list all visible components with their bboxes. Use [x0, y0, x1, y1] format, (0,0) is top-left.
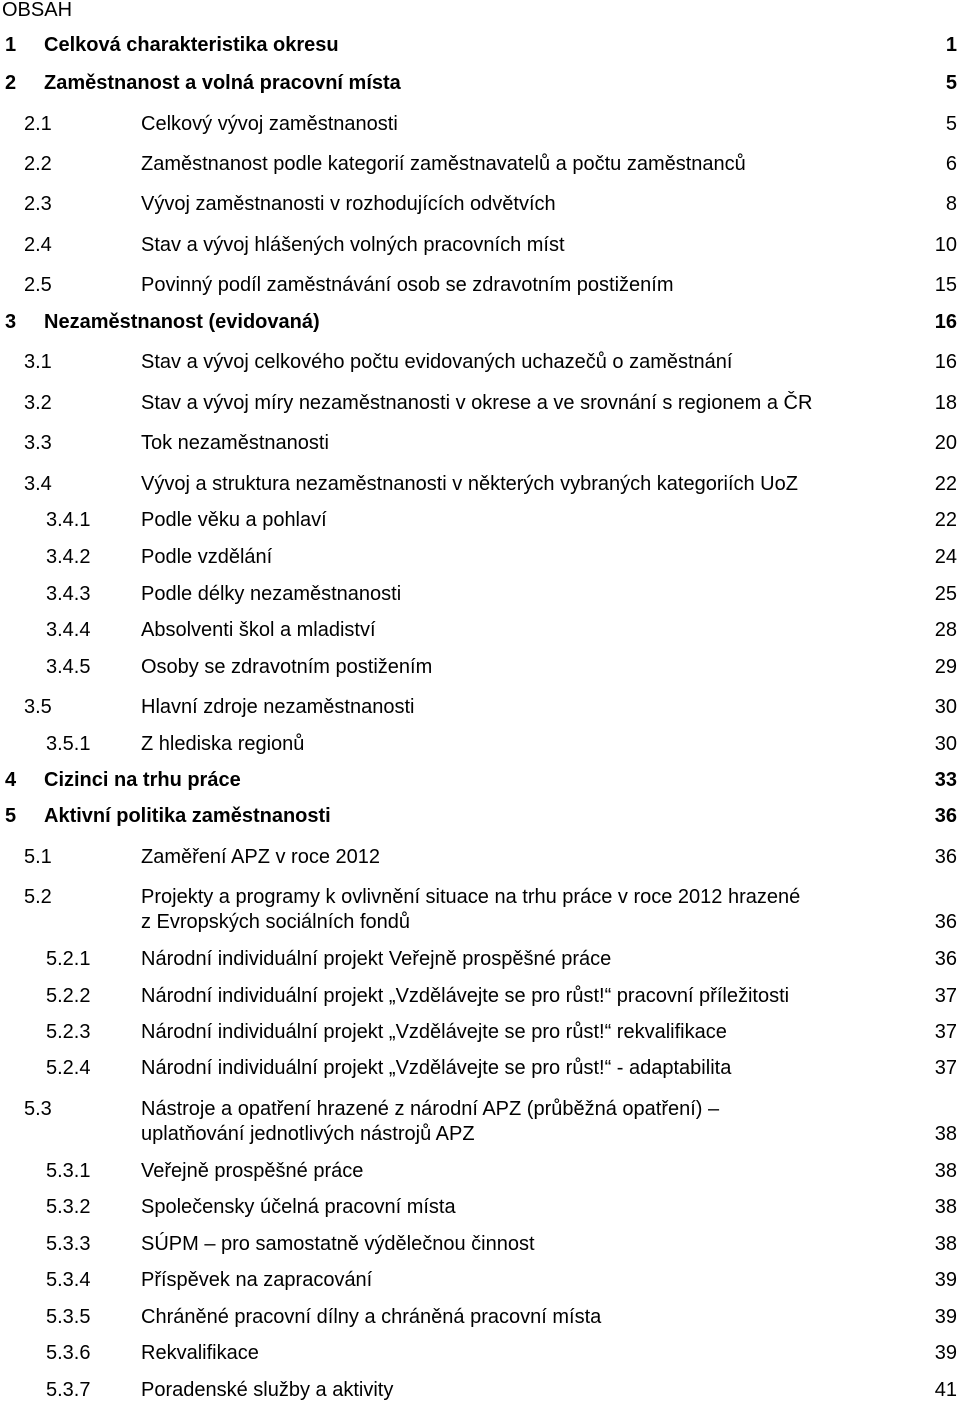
toc-entry-title: Osoby se zdravotním postižením — [141, 656, 433, 678]
toc-entry-page: 5 — [945, 113, 957, 135]
toc-entry-number: 5.3 — [24, 1098, 52, 1120]
toc-entry-number: 5.3.1 — [46, 1160, 91, 1182]
toc-entry-page: 28 — [934, 619, 957, 641]
toc-entry-number: 2.2 — [24, 153, 52, 175]
toc-entry-page: 16 — [934, 311, 957, 333]
toc-entry-page: 20 — [934, 432, 957, 454]
toc-entry-page: 16 — [934, 351, 957, 373]
toc-entry-page: 39 — [934, 1269, 957, 1291]
toc-entry-page: 39 — [934, 1342, 957, 1364]
toc-entry-page: 36 — [934, 805, 957, 827]
toc-entry-number: 5.1 — [24, 846, 52, 868]
toc-entry-title: Společensky účelná pracovní místa — [141, 1196, 456, 1218]
toc-entry-title: Podle vzdělání — [141, 546, 273, 568]
toc-entry-title: Národní individuální projekt „Vzdělávejte se pro růst!“ rekvalifikace — [141, 1021, 727, 1043]
toc-entry-page: 39 — [934, 1306, 957, 1328]
toc-entry-number: 2 — [5, 72, 17, 94]
toc-entry-page: 38 — [934, 1123, 957, 1145]
toc-entry-title: Příspěvek na zapracování — [141, 1269, 373, 1291]
toc-entry-number: 5.3.2 — [46, 1196, 91, 1218]
toc-entry-number: 5.2.2 — [46, 985, 91, 1007]
toc-entry-number: 5.3.4 — [46, 1269, 91, 1291]
toc-entry-title: Zaměření APZ v roce 2012 — [141, 846, 381, 868]
toc-entry-number: 5.3.3 — [46, 1233, 91, 1255]
toc-entry-title-continued: z Evropských sociálních fondů — [141, 911, 411, 933]
toc-entry-title: Celkový vývoj zaměstnanosti — [141, 113, 398, 135]
toc-entry-title: Rekvalifikace — [141, 1342, 259, 1364]
toc-entry-title: Zaměstnanost a volná pracovní místa — [44, 72, 401, 94]
toc-entry-title: Projekty a programy k ovlivnění situace na trhu práce v roce 2012 hrazené — [141, 886, 801, 908]
toc-entry-page: 38 — [934, 1160, 957, 1182]
toc-entry-title: Stav a vývoj celkového počtu evidovaných uchazečů o zaměstnání — [141, 351, 733, 373]
toc-entry-number: 3.1 — [24, 351, 52, 373]
toc-entry-title: Nezaměstnanost (evidovaná) — [44, 311, 320, 333]
toc-entry-page: 15 — [934, 274, 957, 296]
toc-entry-title: Chráněné pracovní dílny a chráněná pracovní místa — [141, 1306, 602, 1328]
toc-entry-page: 30 — [934, 696, 957, 718]
toc-entry-number: 5.2.1 — [46, 948, 91, 970]
toc-entry-number: 3.2 — [24, 392, 52, 414]
toc-entry-number: 5.3.7 — [46, 1379, 91, 1401]
toc-entry-page: 37 — [934, 1021, 957, 1043]
toc-entry-page: 1 — [945, 34, 957, 56]
toc-entry-page: 36 — [934, 948, 957, 970]
toc-entry-title: Národní individuální projekt Veřejně prospěšné práce — [141, 948, 612, 970]
toc-entry-title: Z hlediska regionů — [141, 733, 305, 755]
toc-entry-title: Národní individuální projekt „Vzdělávejte se pro růst!“ - adaptabilita — [141, 1057, 732, 1079]
toc-entry-number: 3.4.3 — [46, 583, 91, 605]
toc-entry-number: 5.3.5 — [46, 1306, 91, 1328]
toc-entry-title: Stav a vývoj hlášených volných pracovních míst — [141, 234, 565, 256]
toc-entry-title: SÚPM – pro samostatně výdělečnou činnost — [141, 1233, 535, 1255]
toc-entry-page: 38 — [934, 1196, 957, 1218]
toc-entry-title: Aktivní politika zaměstnanosti — [44, 805, 331, 827]
toc-entry-number: 3.4.1 — [46, 509, 91, 531]
toc-entry-title: Hlavní zdroje nezaměstnanosti — [141, 696, 415, 718]
toc-entry-page: 36 — [934, 846, 957, 868]
toc-entry-title: Podle délky nezaměstnanosti — [141, 583, 402, 605]
toc-entry-number: 4 — [5, 769, 17, 791]
toc-entry-number: 3.3 — [24, 432, 52, 454]
toc-entry-page: 30 — [934, 733, 957, 755]
toc-entry-title: Vývoj a struktura nezaměstnanosti v některých vybraných kategoriích UoZ — [141, 473, 798, 495]
toc-title: OBSAH — [2, 0, 73, 21]
toc-entry-number: 1 — [5, 34, 17, 56]
toc-entry-title: Povinný podíl zaměstnávání osob se zdravotním postižením — [141, 274, 674, 296]
toc-entry-title-continued: uplatňování jednotlivých nástrojů APZ — [141, 1123, 475, 1145]
toc-entry-number: 3.4 — [24, 473, 52, 495]
toc-entry-page: 36 — [934, 911, 957, 933]
toc-entry-title: Zaměstnanost podle kategorií zaměstnavatelů a počtu zaměstnanců — [141, 153, 746, 175]
toc-entry-title: Stav a vývoj míry nezaměstnanosti v okrese a ve srovnání s regionem a ČR — [141, 392, 813, 414]
toc-entry-page: 41 — [934, 1379, 957, 1401]
toc-entry-number: 3.5 — [24, 696, 52, 718]
toc-entry-number: 2.5 — [24, 274, 52, 296]
toc-entry-title: Cizinci na trhu práce — [44, 769, 241, 791]
toc-entry-page: 37 — [934, 985, 957, 1007]
toc-entry-number: 3.4.4 — [46, 619, 91, 641]
toc-entry-number: 5.2.4 — [46, 1057, 91, 1079]
toc-entry-number: 5.3.6 — [46, 1342, 91, 1364]
toc-entry-number: 5.2 — [24, 886, 52, 908]
toc-entry-title: Poradenské služby a aktivity — [141, 1379, 394, 1401]
toc-entry-title: Vývoj zaměstnanosti v rozhodujících odvětvích — [141, 193, 556, 215]
toc-entry-number: 3.4.5 — [46, 656, 91, 678]
toc-entry-page: 22 — [934, 509, 957, 531]
toc-entry-title: Podle věku a pohlaví — [141, 509, 327, 531]
toc-entry-title: Absolventi škol a mladiství — [141, 619, 376, 641]
toc-entry-page: 22 — [934, 473, 957, 495]
toc-entry-title: Veřejně prospěšné práce — [141, 1160, 364, 1182]
toc-entry-page: 24 — [934, 546, 957, 568]
toc-entry-number: 3 — [5, 311, 17, 333]
toc-entry-page: 6 — [945, 153, 957, 175]
toc-entry-page: 10 — [934, 234, 957, 256]
toc-entry-page: 8 — [945, 193, 957, 215]
toc-entry-page: 25 — [934, 583, 957, 605]
toc-entry-page: 29 — [934, 656, 957, 678]
toc-entry-number: 2.1 — [24, 113, 52, 135]
toc-entry-number: 2.4 — [24, 234, 52, 256]
toc-entry-page: 33 — [934, 769, 957, 791]
toc-entry-number: 5.2.3 — [46, 1021, 91, 1043]
toc-entry-page: 18 — [934, 392, 957, 414]
toc-entry-title: Nástroje a opatření hrazené z národní APZ (průběžná opatření) – — [141, 1098, 720, 1120]
toc-entry-title: Celková charakteristika okresu — [44, 34, 339, 56]
toc-entry-number: 5 — [5, 805, 17, 827]
toc-entry-number: 2.3 — [24, 193, 52, 215]
toc-entry-page: 5 — [945, 72, 957, 94]
toc-entry-number: 3.4.2 — [46, 546, 91, 568]
toc-entry-title: Národní individuální projekt „Vzdělávejte se pro růst!“ pracovní příležitosti — [141, 985, 790, 1007]
toc-entry-page: 38 — [934, 1233, 957, 1255]
toc-entry-title: Tok nezaměstnanosti — [141, 432, 329, 454]
toc-entry-page: 37 — [934, 1057, 957, 1079]
toc-entry-number: 3.5.1 — [46, 733, 91, 755]
